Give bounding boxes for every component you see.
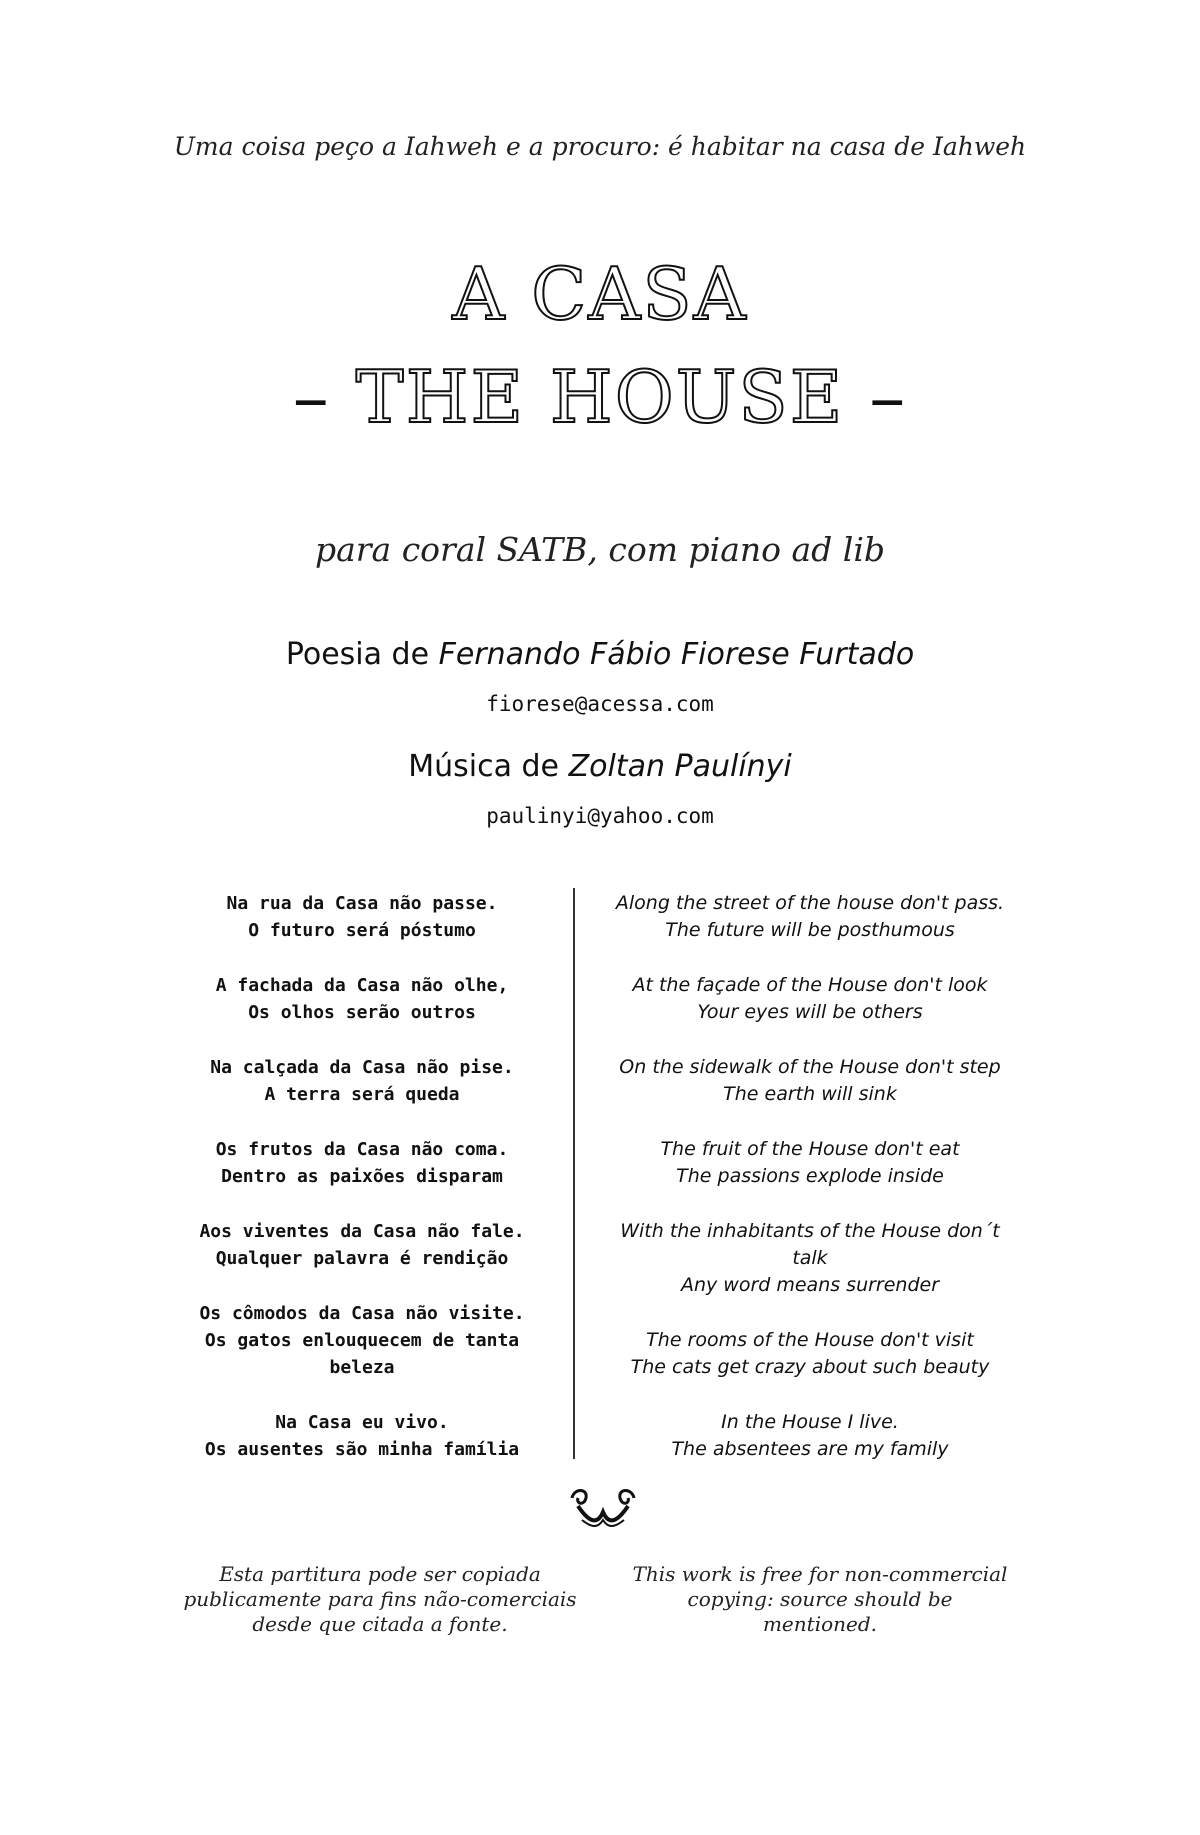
verse-line: On the sidewalk of the House don't step <box>619 1056 1001 1078</box>
portuguese-verses <box>152 890 572 1491</box>
music-label: Música de <box>408 749 560 784</box>
verse-line: Os gatos enlouquecem de tanta <box>204 1330 520 1351</box>
stanza <box>152 972 572 1026</box>
verse-line: At the façade of the House don't look <box>632 974 988 996</box>
poet-name: Fernando Fábio Fiorese Furtado <box>438 637 915 672</box>
stanza <box>152 1054 572 1108</box>
stanza <box>152 890 572 944</box>
stanza <box>600 1218 1020 1299</box>
column-divider <box>573 888 575 1459</box>
verse-line: Any word means surrender <box>680 1274 940 1296</box>
composer-name: Zoltan Paulínyi <box>568 749 792 784</box>
title-dash-right: – <box>869 355 908 439</box>
title-line-2-text: THE HOUSE <box>355 355 845 439</box>
verse-line: Os olhos serão outros <box>248 1002 476 1023</box>
verse-line: The absentees are my family <box>671 1438 949 1460</box>
verse-line: beleza <box>329 1357 395 1378</box>
verse-line: Os cômodos da Casa não visite. <box>199 1303 525 1324</box>
verse-line: Na calçada da Casa não pise. <box>210 1057 514 1078</box>
verse-line: A fachada da Casa não olhe, <box>215 975 509 996</box>
stanza <box>600 1136 1020 1190</box>
verse-line: Aos viventes da Casa não fale. <box>199 1221 525 1242</box>
stanza <box>152 1136 572 1190</box>
verse-line: A terra será queda <box>264 1084 460 1105</box>
stanza <box>600 890 1020 944</box>
stanza <box>600 972 1020 1026</box>
verse-line: The earth will sink <box>723 1083 897 1105</box>
verse-line: Qualquer palavra é rendição <box>215 1248 509 1269</box>
stanza <box>152 1218 572 1272</box>
title-line-1: A CASA <box>452 252 748 336</box>
poetry-credit <box>0 637 1200 672</box>
verse-line: Along the street of the house don't pass. <box>615 892 1005 914</box>
music-credit <box>0 749 1200 784</box>
verse-line: Na Casa eu vivo. <box>275 1412 449 1433</box>
verse-line: The future will be posthumous <box>665 919 955 941</box>
verse-line: The cats get crazy about such beauty <box>630 1356 990 1378</box>
poet-email[interactable]: fiorese@acessa.com <box>486 692 714 716</box>
title-dash-left: – <box>292 355 331 439</box>
stanza <box>600 1327 1020 1381</box>
verse-line: The passions explode inside <box>676 1165 944 1187</box>
flourish-ornament-icon <box>568 1484 638 1530</box>
composer-email[interactable]: paulinyi@yahoo.com <box>486 804 714 828</box>
verse-line: O futuro será póstumo <box>248 920 476 941</box>
english-verses <box>600 890 1020 1491</box>
verse-line: In the House I live. <box>721 1411 899 1433</box>
verse-line: The fruit of the House don't eat <box>660 1138 960 1160</box>
footer-note-english: This work is free for non-commercial copying: source should be mentioned. <box>632 1562 1008 1636</box>
verse-line: Your eyes will be others <box>697 1001 923 1023</box>
stanza <box>600 1409 1020 1463</box>
stanza <box>600 1054 1020 1108</box>
verse-line: Os ausentes são minha família <box>204 1439 520 1460</box>
title-line-2 <box>0 355 1200 439</box>
verse-line: Na rua da Casa não passe. <box>226 893 498 914</box>
verse-line: Dentro as paixões disparam <box>221 1166 503 1187</box>
verse-line: With the inhabitants of the House don´t talk <box>620 1220 1000 1269</box>
verse-line: The rooms of the House don't visit <box>646 1329 974 1351</box>
subtitle: para coral SATB, com piano ad lib <box>314 530 886 569</box>
epigraph: Uma coisa peço a Iahweh e a procuro: é habitar na casa de Iahweh <box>173 132 1027 161</box>
verse-line: Os frutos da Casa não coma. <box>215 1139 509 1160</box>
poetry-label: Poesia de <box>285 637 430 672</box>
stanza <box>152 1409 572 1463</box>
stanza <box>152 1300 572 1381</box>
footer-note-portuguese: Esta partitura pode ser copiada publicamente para fins não-comerciais desde que citada a fonte. <box>183 1562 577 1636</box>
